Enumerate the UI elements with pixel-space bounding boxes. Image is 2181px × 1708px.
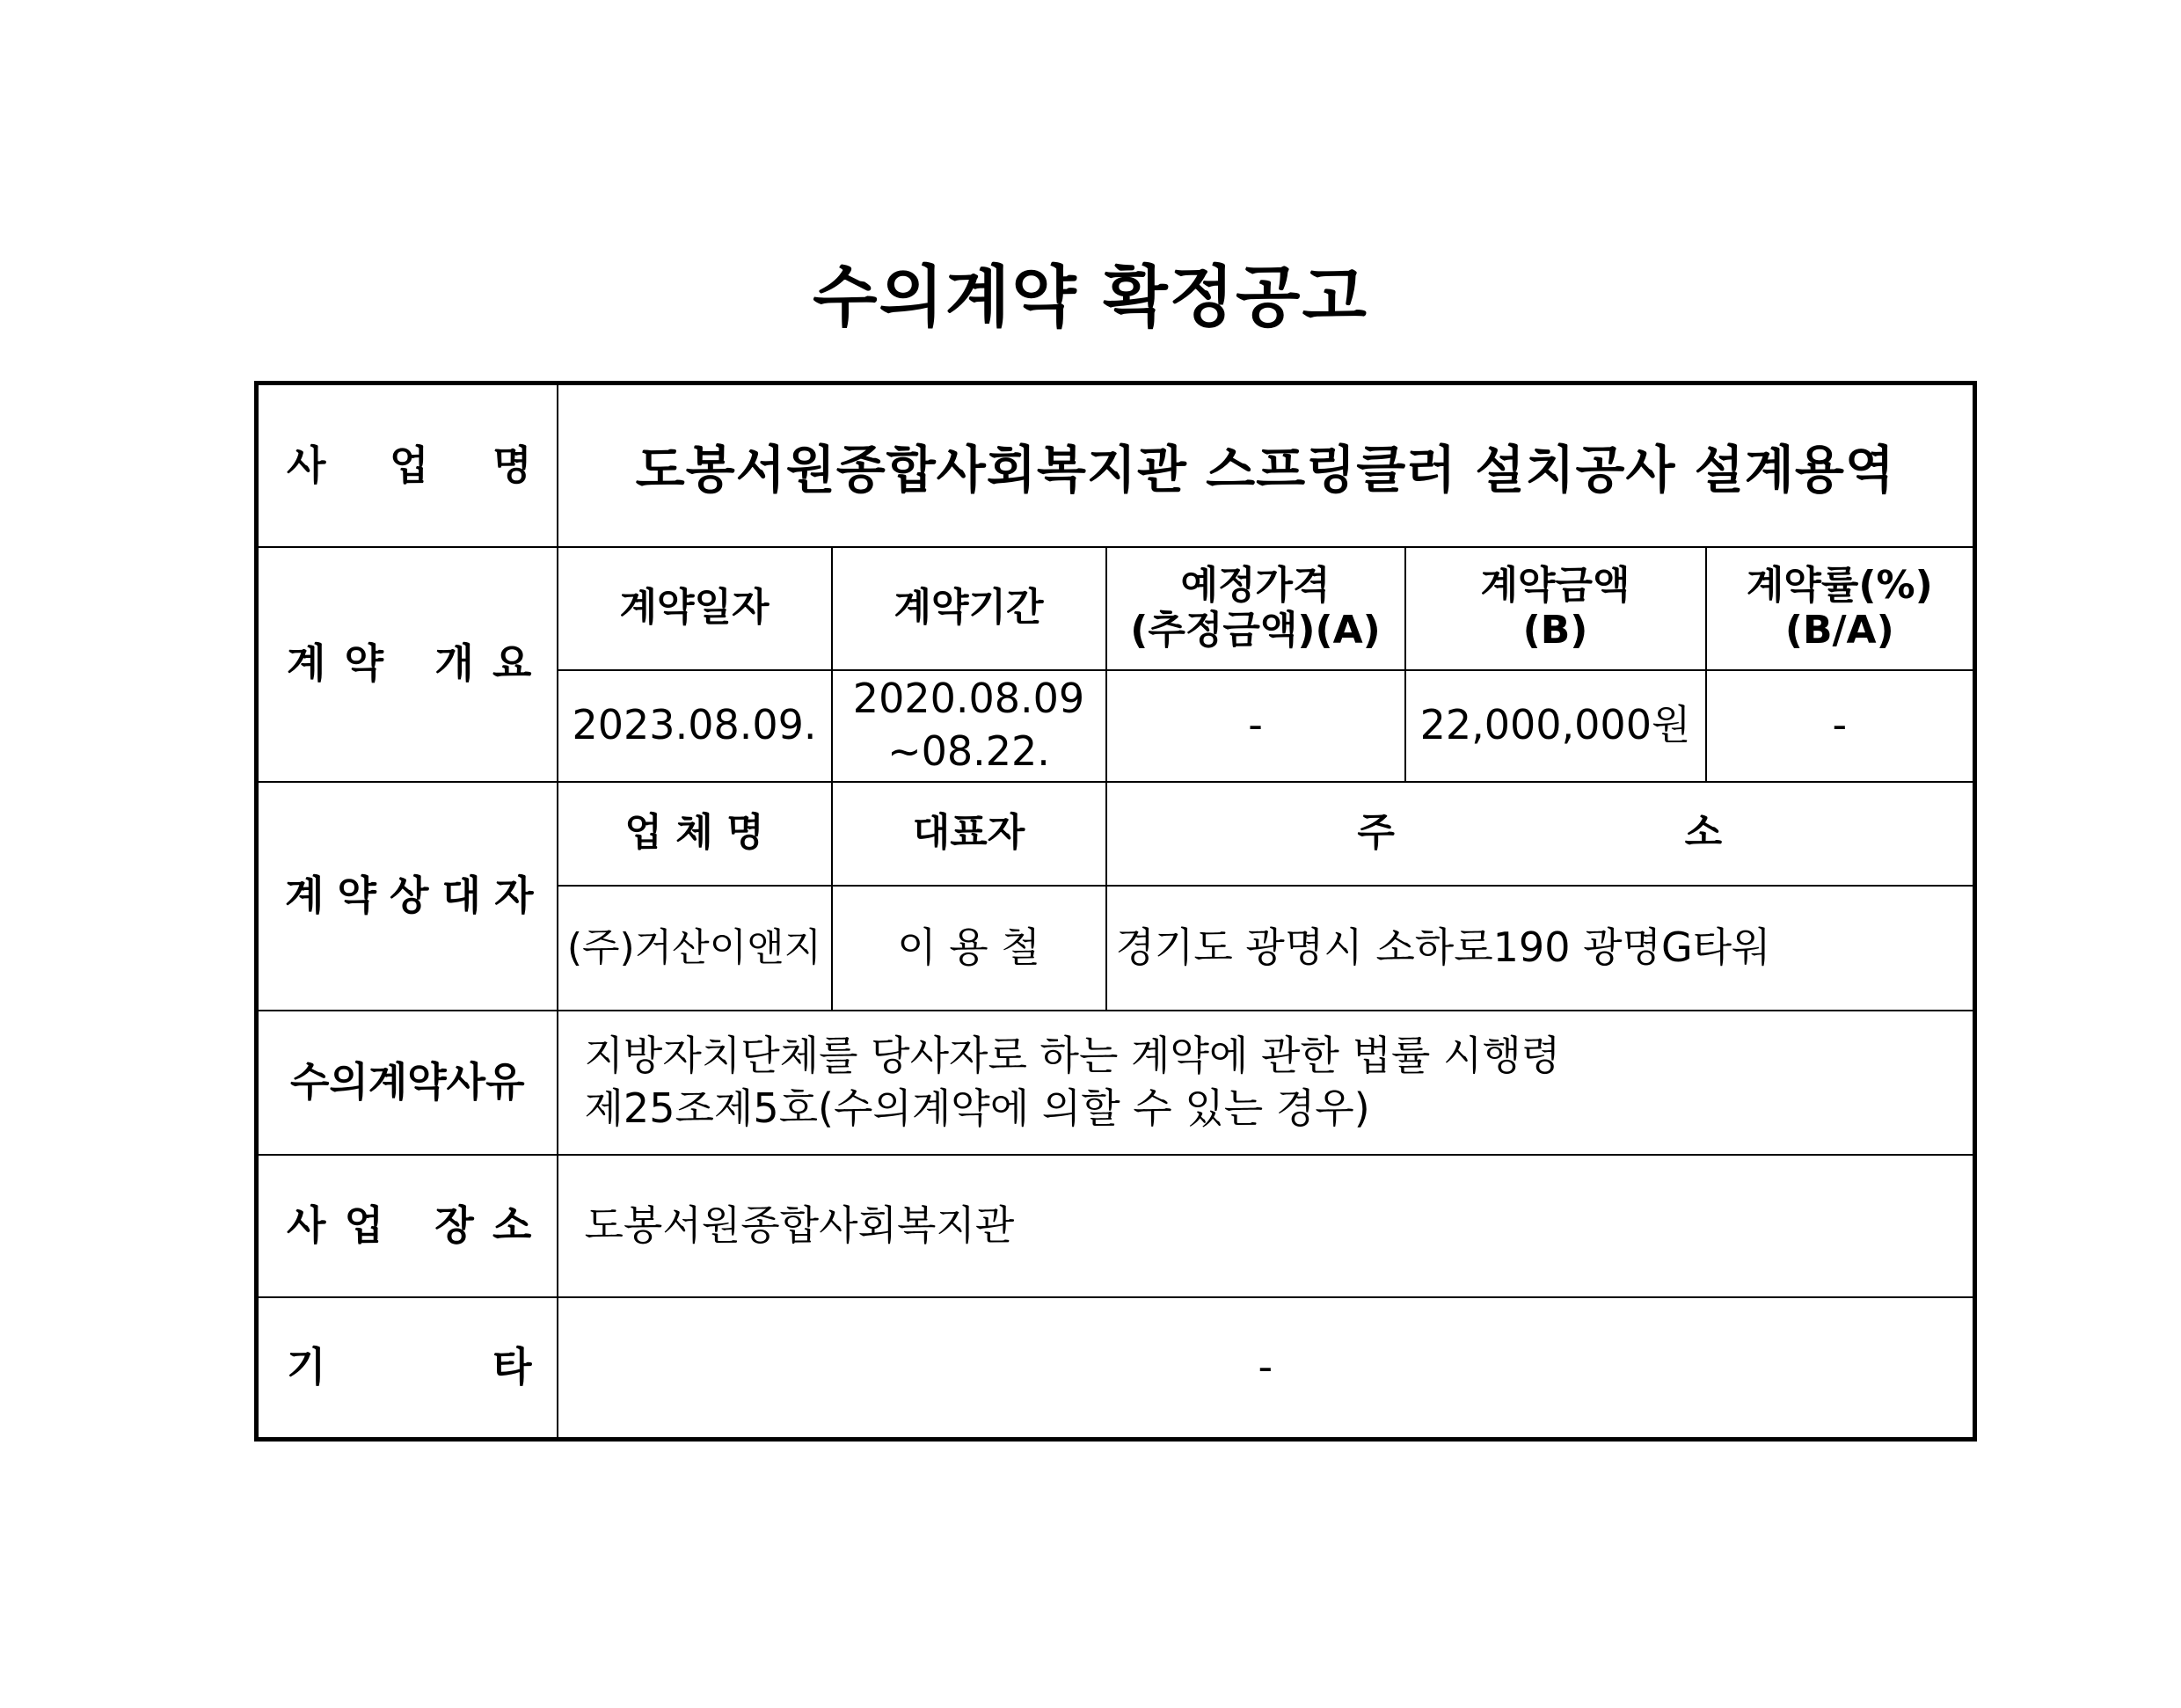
location-label-cell — [257, 1155, 558, 1297]
project-value-cell — [558, 383, 1975, 547]
reason-row — [257, 1011, 1975, 1155]
project-name: 도봉서원종합사회복지관 스프링클러 설치공사 설계용역 — [635, 440, 1895, 500]
location-label: 사 업 장 소 — [287, 1201, 532, 1249]
estimated-price-cell — [1106, 670, 1405, 782]
etc-value: - — [1258, 1342, 1273, 1390]
contract-amount-cell — [1405, 670, 1706, 782]
location-row — [257, 1155, 1975, 1297]
counterparty-label: 계 약 상 대 자 — [285, 871, 534, 919]
contract-date-cell — [558, 670, 832, 782]
representative-name: 이 용 철 — [897, 923, 1040, 971]
header-contract-date: 계약일자 — [558, 547, 832, 670]
project-row — [257, 383, 1975, 547]
reason-line-1: 지방자치단체를 당사자로 하는 계약에 관한 법률 시행령 — [584, 1031, 1561, 1079]
address: 경기도 광명시 소하로190 광명G타워 — [1115, 923, 1771, 971]
counterparty-label-cell — [257, 782, 558, 1011]
overview-label: 계 약 개 요 — [287, 639, 532, 688]
header-contract-amount: 계약금액 (B) — [1405, 547, 1706, 670]
etc-row — [257, 1297, 1975, 1440]
etc-label-cell — [257, 1297, 558, 1440]
estimated-price: - — [1248, 701, 1263, 749]
project-label-cell — [257, 383, 558, 547]
contract-period-start: 2020.08.09 — [852, 675, 1085, 723]
representative-cell — [832, 886, 1106, 1011]
overview-header-row — [257, 547, 1975, 670]
contract-period-cell — [832, 670, 1106, 782]
company-name: (주)거산이앤지 — [566, 924, 822, 970]
header-company: 업 체 명 — [558, 782, 832, 886]
company-cell — [558, 886, 832, 1011]
overview-label-cell — [257, 547, 558, 782]
reason-label-cell — [257, 1011, 558, 1155]
reason-line-2: 제25조제5호(수의계약에 의할 수 있는 경우) — [584, 1084, 1370, 1132]
address-cell — [1106, 886, 1975, 1011]
reason-value-cell — [558, 1011, 1975, 1155]
contract-rate-cell — [1706, 670, 1975, 782]
etc-value-cell — [558, 1297, 1975, 1440]
header-contract-period: 계약기간 — [832, 547, 1106, 670]
header-representative: 대표자 — [832, 782, 1106, 886]
contract-period-end: ~08.22. — [887, 727, 1050, 775]
header-estimated-price: 예정가격 (추정금액)(A) — [1106, 547, 1405, 670]
page-title: 수의계약 확정공고 — [813, 258, 1368, 336]
counterparty-header-row — [257, 782, 1975, 886]
header-address: 주 소 — [1106, 782, 1975, 886]
project-label: 사 업 명 — [287, 441, 532, 489]
etc-label: 기 타 — [287, 1343, 532, 1391]
contract-date: 2023.08.09. — [572, 701, 817, 749]
location-value-cell — [558, 1155, 1975, 1297]
notice-table — [254, 381, 1977, 1442]
contract-amount: 22,000,000원 — [1419, 701, 1691, 749]
header-contract-rate: 계약률(%) (B/A) — [1706, 547, 1975, 670]
reason-label: 수의계약사유 — [289, 1057, 525, 1106]
location-value: 도봉서원종합사회복지관 — [584, 1201, 1015, 1249]
contract-rate: - — [1832, 701, 1848, 749]
